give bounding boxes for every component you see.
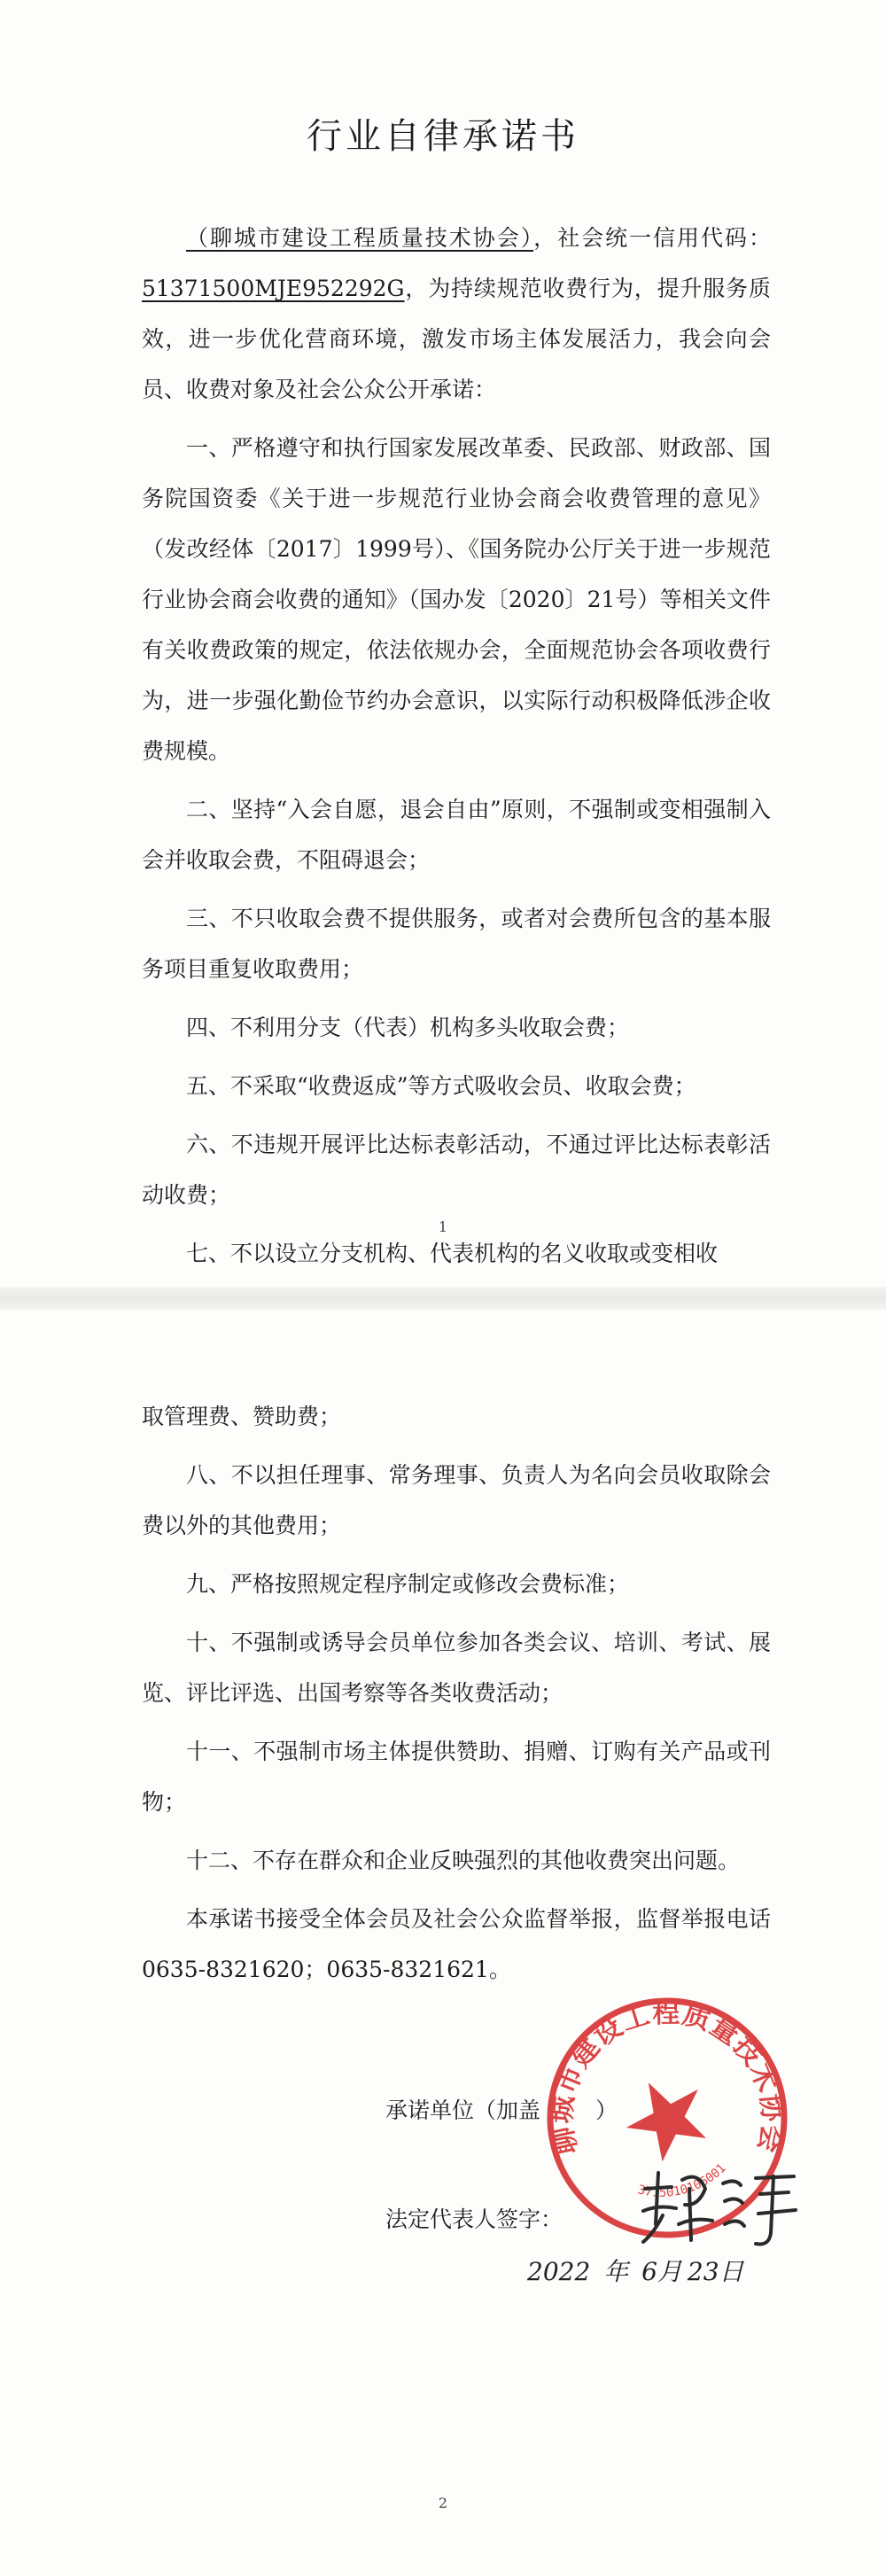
page-number-2: 2	[438, 2494, 448, 2511]
page-1-body	[142, 213, 771, 1287]
commitment-item-6: 六、不违规开展评比达标表彰活动，不通过评比达标表彰活动收费；	[142, 1132, 771, 1208]
commitment-item-4: 四、不利用分支（代表）机构多头收取会费；	[186, 1015, 630, 1040]
org-name: （聊城市建设工程质量技术协会）	[186, 225, 534, 251]
page-number-1: 1	[438, 1218, 448, 1235]
seal-code: 3715010106001	[636, 2160, 729, 2200]
commitment-item-9: 九、严格按照规定程序制定或修改会费标准；	[186, 1571, 630, 1597]
document-page-1	[0, 0, 886, 1287]
committing-unit-line: 承诺单位（加盖 ）	[385, 2097, 618, 2123]
date-year: 2022	[527, 2257, 591, 2286]
commitment-item-10: 十、不强制或诱导会员单位参加各类会议、培训、考试、展览、评比评选、出国考察等各类收费活动；	[142, 1630, 771, 1706]
commitment-item-8: 八、不以担任理事、常务理事、负责人为名向会员收取除会费以外的其他费用；	[142, 1462, 771, 1538]
commitment-item-11: 十一、不强制市场主体提供赞助、捐赠、订购有关产品或刊物；	[142, 1739, 771, 1815]
date-year-char: 年	[603, 2257, 629, 2286]
commitment-item-5: 五、不采取“收费返成”等方式吸收会员、收取会费；	[186, 1073, 696, 1099]
intro-credit-label: ，社会统一信用代码：	[533, 225, 771, 251]
document-title: 行业自律承诺书	[307, 116, 579, 157]
signature-date	[527, 2253, 750, 2288]
handwritten-signature-icon	[636, 2162, 804, 2260]
commitment-item-1: 一、严格遵守和执行国家发展改革委、民政部、财政部、国务院国资委《关于进一步规范行业协会商会收费管理的意见》（发改经体〔2017〕1999号）、《国务院办公厅关于进一步规范行业协会商会收费的通知》（国办发〔2020〕21号）等相关文件有关收费政策的规定，依法依规办会，全面规范协会各项收费行为，进一步强化勤俭节约办会意识，以实际行动积极降低涉企收费规模。	[142, 435, 771, 764]
commitment-item-7-continued: 取管理费、赞助费；	[142, 1404, 342, 1429]
commitment-item-12: 十二、不存在群众和企业反映强烈的其他收费突出问题。	[186, 1848, 741, 1873]
intro-rest: ，为持续规范收费行为，提升服务质效，进一步优化营商环境，激发市场主体发展活力，我会向会员、收费对象及社会公众公开承诺：	[142, 276, 771, 402]
date-month: 6月	[641, 2257, 682, 2286]
commitment-item-3: 三、不只收取会费不提供服务，或者对会费所包含的基本服务项目重复收取费用；	[142, 906, 771, 982]
page-2-body	[142, 1391, 771, 2003]
committing-unit-label: 承诺单位（加盖	[385, 2097, 541, 2123]
credit-code: 51371500MJE952292G	[142, 276, 405, 301]
date-day: 23日	[687, 2257, 744, 2286]
legal-representative-line	[385, 2202, 563, 2234]
intro-paragraph	[142, 213, 771, 415]
page-separator	[0, 1287, 886, 1310]
commitment-item-7: 七、不以设立分支机构、代表机构的名义收取或变相收	[186, 1241, 719, 1266]
commitment-item-2: 二、坚持“入会自愿，退会自由”原则，不强制或变相强制入会并收取会费，不阻碍退会；	[142, 797, 771, 873]
legal-representative-label: 法定代表人签字：	[385, 2206, 563, 2232]
seal-text: 聊城市建设工程质量技术协会	[546, 1996, 789, 2158]
supervision-paragraph: 本承诺书接受全体会员及社会公众监督举报，监督举报电话0635-8321620；0635-8321621。	[142, 1906, 771, 1982]
